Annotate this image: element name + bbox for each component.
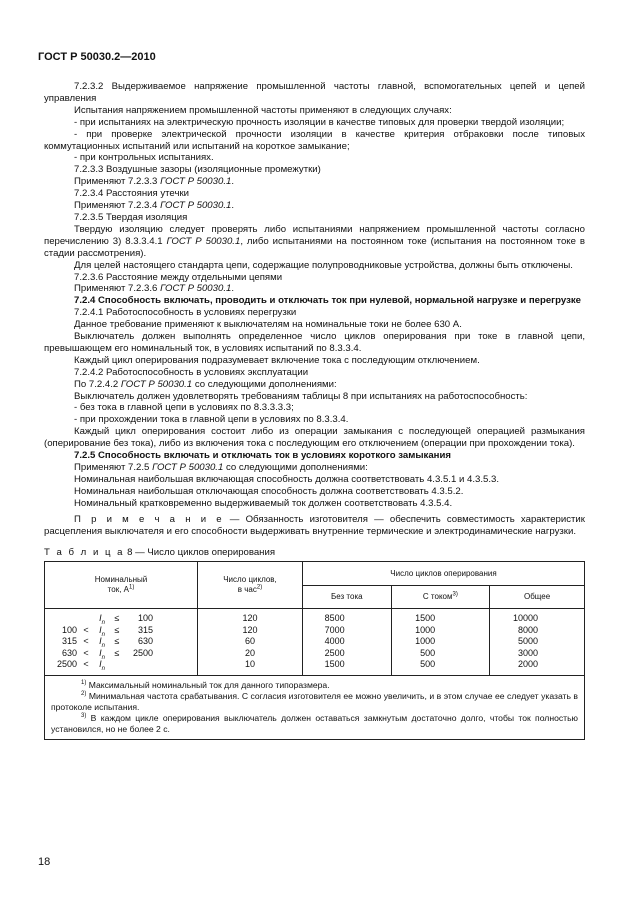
list-item: - без тока в главной цепи в условиях по 8.3.3.3.3;: [74, 402, 294, 414]
table-value-cycles: 10: [244, 659, 255, 670]
standard-reference: ГОСТ Р 50030.1: [160, 283, 232, 295]
table-value-with-current: 1500: [415, 613, 436, 624]
table-value-with-current: 1000: [415, 624, 436, 635]
current-range-cell: [45, 609, 198, 676]
text: Применяют 7.2.3.6: [74, 283, 161, 295]
table-value-total: 5000: [517, 636, 538, 647]
table-value-no-current: 7000: [324, 624, 345, 635]
section-7-2-5-heading: 7.2.5 Способность включать и отключать ток в условиях короткого замыкания: [74, 450, 451, 462]
footnote-2: $^{2)}$ Минимальная частота срабатывания. С согласия изготовителя ее можно увеличить, и в этом случае ее следует указать в протоколе испытания.: [51, 690, 578, 712]
rated-current-symbol: $I_n$: [99, 659, 105, 673]
table-caption-label: Т а б л и ц а: [44, 547, 125, 559]
header-no-current: Без тока: [303, 585, 392, 609]
list-item: - при прохождении тока в главной цепи в условиях по 8.3.3.4.: [74, 414, 349, 426]
header-text: ток, $А^{1)}$: [107, 584, 135, 595]
footnote-mark: 1): [128, 584, 135, 591]
standard-reference: ГОСТ Р 50030.1: [120, 378, 193, 390]
text: .: [231, 176, 234, 188]
text: .: [231, 283, 234, 295]
text: Применяют 7.2.5: [74, 462, 153, 473]
note-text: — Обязанность изготовителя — обеспечить совместимость характеристик расцепления выключателя и его способности выдерживать внутренние термические и электродинамические нагрузки.: [44, 513, 585, 537]
table-value-cycles: 120: [242, 613, 258, 624]
table-value-with-current: 500: [420, 647, 436, 658]
paragraph: Номинальная наибольшая отключающая способность должна соответствовать 4.3.5.2.: [74, 485, 464, 497]
table-header-row: [45, 562, 585, 586]
footnote-3: $^{3)}$ В каждом цикле оперирования выключатель должен оставаться замкнутым достаточно долго, чтобы ток полностью установился, но не более 2 с.: [51, 712, 578, 734]
range-operator: <: [83, 659, 89, 670]
header-cycles-per-hour: [198, 562, 303, 609]
table-value-total: 3000: [517, 647, 538, 658]
paragraph: Каждый цикл оперирования подразумевает включение тока с последующим отключением.: [74, 354, 480, 366]
rated-current-subscript: n: [101, 654, 105, 661]
rated-current-subscript: n: [101, 631, 105, 638]
footnote-mark: 3): [452, 591, 458, 598]
range-upper-bound: [125, 659, 153, 671]
operating-cycles-table: [44, 561, 585, 740]
paragraph: Каждый цикл оперирования состоит либо из операции замыкания с последующей операцией размыкания (оперирование без тока), либо из включения тока с последующим его отключением (операции при прохождении тока).: [44, 426, 585, 450]
text: со следующими дополнениями:: [192, 378, 337, 390]
section-7-2-3-6-heading: 7.2.3.6 Расстояние между отдельными цепями: [74, 271, 283, 283]
table-value-no-current: 2500: [324, 647, 345, 658]
note-label: П р и м е ч а н и е: [74, 513, 224, 525]
range-operator: ≤: [114, 647, 120, 658]
paragraph: Номинальная наибольшая включающая способность должна соответствовать 4.3.5.1 и 4.3.5.3.: [74, 473, 500, 485]
range-upper-bound: 630: [137, 636, 153, 647]
table-value-total: 10000: [512, 613, 538, 624]
standard-reference: ГОСТ Р 50030.1: [166, 235, 241, 247]
paragraph: [44, 462, 585, 474]
standard-reference: ГОСТ Р 50030.1: [160, 200, 232, 212]
header-with-current: С током$^{3)}$: [391, 585, 490, 609]
page-number: 18: [38, 856, 51, 868]
range-lower-bound: 2500: [56, 659, 77, 670]
footnote-1: $^{1)}$ Максимальный номинальный ток для данного типоразмера.: [81, 679, 330, 690]
header-text: Номинальный: [94, 575, 148, 585]
paragraph: [44, 283, 585, 295]
rated-current-subscript: n: [101, 620, 105, 627]
range-operator: ≤: [114, 624, 120, 635]
table-value-with-current: 1000: [415, 636, 436, 647]
paragraph: Номинальный кратковременно выдерживаемый ток должен соответствовать 4.3.5.4.: [74, 497, 453, 509]
table-value-no-current: 1500: [324, 659, 345, 670]
page-header: ГОСТ Р 50030.2—2010: [38, 51, 156, 63]
footnote-mark: 2): [256, 584, 263, 591]
paragraph: [44, 176, 585, 188]
current-range: [49, 613, 193, 625]
text: Твердую изоляцию следует проверять либо испытаниями напряжением промышленной частоты согласно перечислению 3) 8.3.3.4.1: [44, 223, 585, 247]
range-operator: <: [83, 647, 89, 658]
text: .: [231, 200, 234, 212]
current-range-list: [49, 613, 193, 671]
current-range: [49, 648, 193, 660]
current-range: [49, 625, 193, 637]
table-footnotes: [45, 675, 585, 739]
current-range: [49, 659, 193, 671]
range-operator: ≤: [114, 636, 120, 647]
total-cell: [490, 609, 585, 676]
range-operator: <: [83, 624, 89, 635]
table-value-cycles: 120: [242, 624, 258, 635]
table-caption: [44, 547, 585, 559]
text: со следующими дополнениями:: [223, 462, 368, 473]
range-lower-bound: 630: [61, 647, 77, 658]
paragraph: Для целей настоящего стандарта цепи, содержащие полупроводниковые устройства, должны быть отключены.: [74, 259, 573, 271]
text: Применяют 7.2.3.3: [74, 176, 161, 188]
note: [44, 514, 585, 538]
section-7-2-4-2-heading: 7.2.4.2 Работоспособность в условиях эксплуатации: [74, 366, 309, 378]
page-content: [44, 81, 585, 740]
list-item: - при проверке электрической прочности изоляции в качестве критерия отбраковки после типовых коммутационных испытаний или испытаний на короткое замыкание;: [44, 128, 585, 152]
rated-current-subscript: n: [101, 666, 105, 673]
table-value-total: 2000: [517, 659, 538, 670]
paragraph: [44, 224, 585, 260]
range-upper-bound: 100: [137, 613, 153, 624]
range-lower-bound: [49, 613, 77, 625]
range-lower-bound: 315: [61, 636, 77, 647]
table-value-cycles: 20: [244, 647, 255, 658]
paragraph: Выключатель должен удовлетворять требованиям таблицы 8 при испытаниях на работоспособность:: [74, 390, 528, 402]
table-value-no-current: 4000: [324, 636, 345, 647]
rated-current-symbol: $I_n$: [99, 613, 105, 627]
range-operator: <: [83, 636, 89, 647]
range-operator: [109, 659, 125, 671]
rated-current-symbol: $I_n$: [99, 624, 105, 638]
range-upper-bound: 315: [137, 624, 153, 635]
standard-reference: ГОСТ Р 50030.1: [152, 462, 224, 473]
table-value-no-current: 8500: [324, 613, 345, 624]
list-item: - при испытаниях на электрическую прочность изоляции в качестве типовых для проверки твердой изоляции;: [74, 116, 565, 128]
range-operator: [77, 613, 95, 625]
paragraph: [44, 200, 585, 212]
text: , либо испытаниями на постоянном токе (испытания на постоянном токе в стадии рассмотрения).: [44, 235, 585, 259]
table-value-cycles: 60: [244, 636, 255, 647]
range-upper-bound: 2500: [132, 647, 153, 658]
header-total: Общее: [490, 585, 585, 609]
paragraph: Данное требование применяют к выключателям на номинальные токи не более 630 А.: [74, 319, 462, 331]
header-operating-cycles: Число циклов оперирования: [303, 562, 585, 586]
paragraph: Выключатель должен выполнять определенное число циклов оперирования при токе в главной цепи, превышающем его номинальный ток, в условиях испытаний по 8.3.3.4.: [44, 331, 585, 354]
table-value-total: 8000: [517, 624, 538, 635]
table-value-with-current: 500: [420, 659, 436, 670]
table-footnotes-row: [45, 675, 585, 739]
section-7-2-3-5-heading: 7.2.3.5 Твердая изоляция: [74, 211, 188, 223]
section-7-2-4-1-heading: 7.2.4.1 Работоспособность в условиях перегрузки: [74, 307, 297, 319]
section-7-2-3-3-heading: 7.2.3.3 Воздушные зазоры (изоляционные промежутки): [74, 164, 321, 176]
table-caption-text: 8 — Число циклов оперирования: [124, 547, 276, 559]
header-text: в час$^{2)}$: [237, 584, 263, 595]
current-range: [49, 636, 193, 648]
table-body-row: [45, 609, 585, 676]
range-operator: ≤: [114, 613, 120, 624]
text: По 7.2.4.2: [74, 378, 121, 390]
paragraph: [44, 379, 585, 391]
header-rated-current: [45, 562, 198, 609]
standard-reference: ГОСТ Р 50030.1: [160, 176, 232, 188]
rated-current-subscript: n: [101, 643, 105, 650]
list-item: - при контрольных испытаниях.: [74, 152, 214, 164]
rated-current-symbol: $I_n$: [99, 636, 105, 650]
cycles-per-hour-cell: [198, 609, 303, 676]
text: Применяют 7.2.3.4: [74, 200, 161, 212]
rated-current-symbol: $I_n$: [99, 647, 105, 661]
range-lower-bound: 100: [61, 624, 77, 635]
section-7-2-3-4-heading: 7.2.3.4 Расстояния утечки: [74, 188, 190, 200]
section-7-2-4-heading: 7.2.4 Способность включать, проводить и отключать ток при нулевой, нормальной нагрузке и перегрузке: [74, 295, 582, 307]
paragraph: Испытания напряжением промышленной частоты применяют в следующих случаях:: [74, 104, 452, 116]
no-current-cell: [303, 609, 392, 676]
with-current-cell: [391, 609, 490, 676]
header-text: Число циклов,: [223, 575, 277, 585]
section-7-2-3-2-heading: 7.2.3.2 Выдерживаемое напряжение промышленной частоты главной, вспомогательных цепей и цепей управления: [44, 81, 585, 104]
